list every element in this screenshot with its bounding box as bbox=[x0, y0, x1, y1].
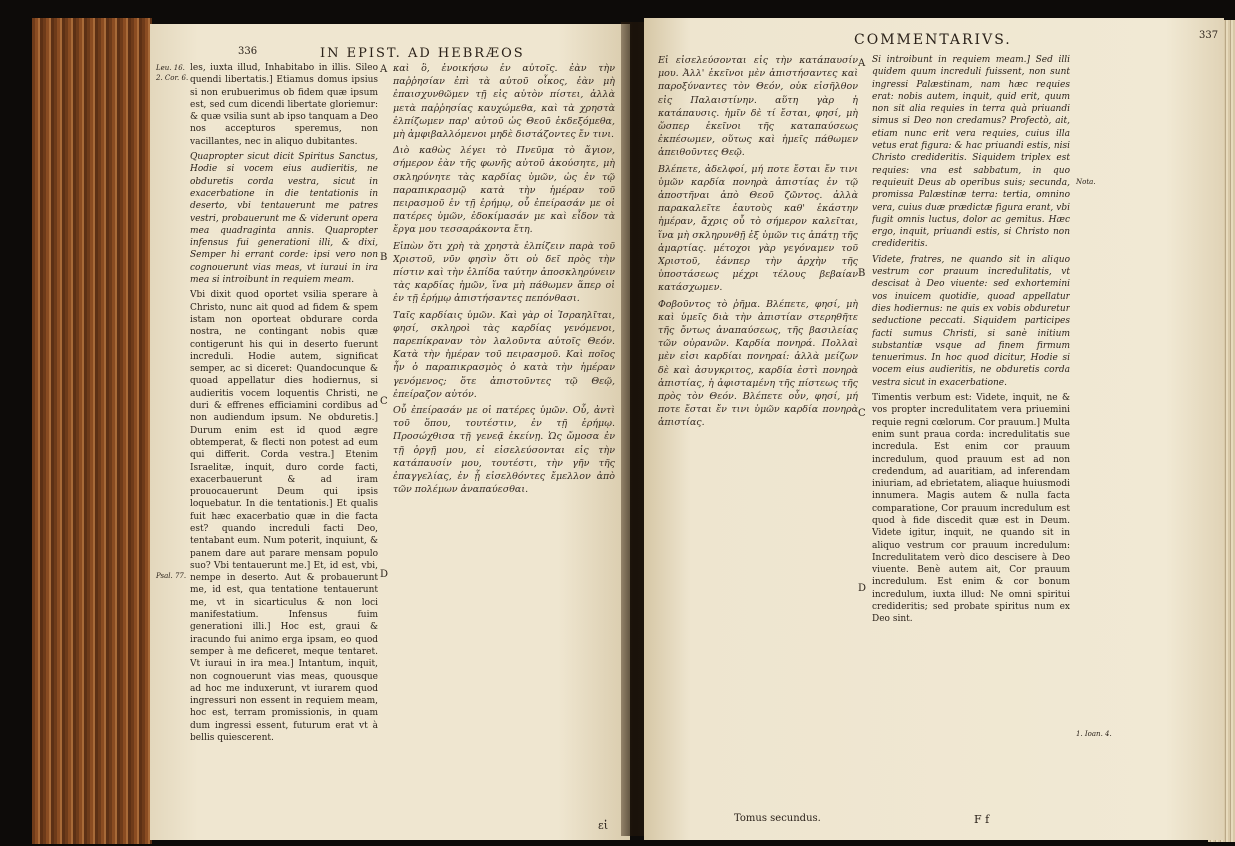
left-page-number: 336 bbox=[238, 46, 258, 57]
side-letter: C bbox=[380, 396, 388, 407]
side-letter: D bbox=[858, 583, 867, 594]
greek-paragraph: Βλέπετε, ἀδελφοί, μή ποτε ἔσται ἔν τινι ὑμῶν καρδία πονηρὰ ἀπιστίας ἐν τῷ ἀποστῆναι ἀπὸ Θεοῦ ζῶντος. ἀλλὰ παρακαλεῖτε ἑαυτοὺς καθ' ἑκάστην ἡμέραν, ἄχρις οὗ τὸ σήμερον καλεῖται, ἵνα μὴ σκληρυνθῇ ἐξ ὑμῶν τις ἀπάτῃ τῆς ἁμαρτίας. μέτοχοι γὰρ γεγόναμεν τοῦ Χριστοῦ, ἐάνπερ τὴν ἀρχὴν τῆς ὑποστάσεως μέχρι τέλους βεβαίαν κατάσχωμεν. bbox=[658, 163, 858, 294]
margin-note: Psal. 77. bbox=[156, 572, 187, 580]
latin-column bbox=[872, 54, 1070, 824]
greek-paragraph: Εἰ εἰσελεύσονται εἰς τὴν κατάπαυσίν μου. Ἀλλ' ἐκεῖνοι μὲν ἀπιστήσαντες καὶ παροξύναντες τὸν Θεόν, οὐκ εἰσῆλθον εἰς Παλαιστίνην. αὕτη γὰρ ἡ κατάπαυσις. ἡμῖν δὲ τί ἔσται, φησί, μὴ ὥσπερ ἐκεῖνοι τῆς καταπαύσεως ἐκπέσωμεν, οὕτως καὶ ἡμεῖς πάθωμεν ἀπειθοῦντες Θεῷ. bbox=[658, 55, 858, 159]
left-page bbox=[150, 24, 630, 840]
latin-paragraph: Si introibunt in requiem meam.] Sed illi quidem quum increduli fuissent, non sunt ingressi Palæstinam, nam hæc requies erat: nobis autem, inquit, quid erit, quum non sit alia requies in terra quà priuandi simus si Deo non credamus? Profectò, ait, etiam nunc erit vera requies, cuius illa vetus erat figura: & hac priuandi estis, nisi Christo credideritis. Siquidem triplex est requies: vna est sabbatum, in quo requieuit Deus ab operibus suis; secunda, promissa Palæstinæ terra: tertia, omnino vera, cuius duæ prædictæ figura erant, vbi fugit omnis luctus, dolor ac gemitus. Hæc ergo, inquit, priuandi estis, si Christo non credideritis. bbox=[872, 55, 1070, 250]
side-letter: C bbox=[858, 408, 866, 419]
side-letter: A bbox=[858, 58, 866, 69]
catchword: εἰ bbox=[598, 819, 609, 832]
side-letter: A bbox=[380, 64, 388, 75]
tome-line: Tomus secundus. bbox=[734, 813, 821, 824]
greek-paragraph: καὶ ὃ, ἐνοικήσω ἐν αὐτοῖς. ἐὰν τὴν παῤῥησίαν ἐπὶ τὰ αὐτοῦ οἶκος, ἐὰν μὴ ἐπαισχυνθῶμεν τῇ εἰς αὐτὸν πίστει, ἀλλὰ μετὰ παῤῥησίας καυχώμεθα, καὶ τὰ χρηστὰ ἐλπίζωμεν παρ' αὐτοῦ ὡς Θεοῦ ἐκδεξόμεθα, μὴ ἀμφιβαλλόμενοι μηδὲ διστάζοντες ἔν τινι. bbox=[393, 63, 615, 141]
margin-note: 1. Ioan. 4. bbox=[1076, 730, 1112, 738]
greek-paragraph: Εἰπὼν ὅτι χρὴ τὰ χρηστὰ ἐλπίζειν παρὰ τοῦ Χριστοῦ, νῦν φησὶν ὅτι οὐ δεῖ πρὸς τὴν πίστιν καὶ τὴν ἐλπίδα ταύτην ἀποσκληρύνειν τὰς καρδίας ἡμῶν, ἵνα μὴ πάθωμεν ἅπερ οἱ ἐν τῇ ἐρήμῳ ἀπιστήσαντες πεπόνθασι. bbox=[393, 240, 615, 305]
latin-paragraph: Videte, fratres, ne quando sit in aliquo vestrum cor prauum incredulitatis, vt descisat à Deo viuente: sed exhortemini vos inuicem quotidie, quoad appellatur dies hodiernus: ne quis ex vobis obduretur seductione peccati. Siquidem participes facti sumus Christi, si sanè initium substantiæ vsque ad finem firmum tenuerimus. In hoc quod dicitur, Hodie si vocem eius audieritis, ne obduretis corda vestra sicut in exacerbatione. bbox=[872, 254, 1070, 388]
greek-column bbox=[658, 54, 858, 799]
greek-paragraph: Ταῖς καρδίαις ὑμῶν. Καὶ γὰρ οἱ Ἰσραηλῖται, φησί, σκληροὶ τὰς καρδίας γενόμενοι, παρεπίκραναν τὸν λαλοῦντα αὐτοῖς Θεόν. Κατὰ τὴν ἡμέραν τοῦ πειρασμοῦ. Καὶ ποῖος ἦν ὁ παραπικρασμὸς ὁ κατὰ τὴν ἡμέραν γενόμενος; ὅτε ἀπιστοῦντες τῷ Θεῷ, ἐπείραζον αὐτόν. bbox=[393, 309, 615, 400]
right-running-header: COMMENTARIVS. bbox=[854, 32, 1012, 48]
latin-paragraph: les, iuxta illud, Inhabitabo in illis. Sileo quendi libertatis.] Etiamus domus ipsius si non erubuerimus ob fidem quæ ipsum est, sed cum dicendi libertate gloriemur: & quæ vsilia sunt ab ipso tanquam a Deo nos accepturos speremus, non vacillantes, nec in aliquo dubitantes. bbox=[190, 63, 378, 147]
greek-paragraph: Διὸ καθὼς λέγει τὸ Πνεῦμα τὸ ἅγιον, σήμερον ἐὰν τῆς φωνῆς αὐτοῦ ἀκούσητε, μὴ σκληρύνητε τὰς καρδίας ὑμῶν, ὡς ἐν τῷ παραπικρασμῷ κατὰ τὴν ἡμέραν τοῦ πειρασμοῦ ἐν τῇ ἐρήμῳ, οὗ ἐπείρασάν με οἱ πατέρες ὑμῶν, ἐδοκίμασάν με καὶ εἶδον τὰ ἔργα μου τεσσαράκοντα ἔτη. bbox=[393, 145, 615, 236]
side-letter: D bbox=[380, 569, 389, 580]
side-letter: B bbox=[858, 268, 866, 279]
book-cover-edge bbox=[32, 18, 152, 844]
margin-note: 2. Cor. 6. bbox=[156, 74, 189, 82]
latin-paragraph: Quapropter sicut dicit Spiritus Sanctus, Hodie si vocem eius audieritis, ne obduretis corda vestra, sicut in exacerbatione in die tentationis in deserto, vbi tentauerunt me patres vestri, probauerunt me & viderunt opera mea quadraginta annis. Quapropter infensus fui generationi illi, & dixi, Semper hi errant corde: ipsi vero non cognouerunt vias meas, vt iuraui in ira mea si introibunt in requiem meam. bbox=[190, 152, 378, 286]
latin-paragraph: Timentis verbum est: Videte, inquit, ne & vos propter incredulitatem vera priuemini requie regni cœlorum. Cor prauum.] Multa enim sunt praua corda: incredulitatis sue incredula. Est enim cor prauum incredulum, quod prauum est ad non credendum, ad auaritiam, ad inferendam iniuriam, ad ebrietatem, aliaque huiusmodi innumera. Magis autem & nulla facta comparatione, Cor prauum incredulum est quod à fide discedit quæ est in Deum. Videte igitur, inquit, ne quando sit in aliquo vestrum cor prauum incredulum: Incredulitatem verò dico descisere à Deo viuente. Benè autem ait, Cor prauum incredulum. Est enim & cor bonum incredulum, iuxta illud: Ne omni spiritui credideritis; sed probate spiritus num ex Deo sint. bbox=[872, 393, 1070, 625]
margin-note: Leu. 16. bbox=[156, 64, 185, 72]
greek-paragraph: Οὗ ἐπείρασάν με οἱ πατέρες ὑμῶν. Οὗ, ἀντὶ τοῦ ὅπου, τουτέστιν, ἐν τῇ ἐρήμῳ. Προσώχθισα τῇ γενεᾷ ἐκείνῃ. Ὡς ὤμοσα ἐν τῇ ὀργῇ μου, εἰ εἰσελεύσονται εἰς τὴν κατάπαυσίν μου, τουτέστι, τὴν γῆν τῆς ἐπαγγελίας, ἐν ᾗ εἰσελθόντες ἔμελλον ἀπὸ τῶν πολέμων ἀναπαύεσθαι. bbox=[393, 405, 615, 496]
right-page bbox=[644, 18, 1224, 840]
signature-mark: F f bbox=[974, 813, 990, 826]
margin-note: Nota. bbox=[1076, 178, 1096, 186]
latin-paragraph: Vbi dixit quod oportet vsilia sperare à Christo, nunc ait quod ad fidem & spem istam non oporteat obdurare corda nostra, ne contingant nobis quæ contigerunt his qui in deserto fuerunt increduli. Hodie autem, significat semper, ac si diceret: Quandocunque & quoad appellatur dies hodiernus, si audieritis vocem loquentis Christi, ne duri & effrenes efficiamini cordibus ad non audiendum ipsum. Ne obduretis.] Durum enim est id quod ægre obtemperat, & flecti non potest ad eum qui differit. Corda vestra.] Etenim Israelitæ, inquit, duro corde facti, exacerbauerunt & ad iram prouocauerunt Deum qui ipsis loquebatur. In die tentationis.] Et qualis fuit hæc exacerbatio quæ in die facta est? quando increduli facti Deo, tentabant eum. Num poterit, inquiunt, & panem dare aut parare mensam populo suo? Vbi tentauerunt me.] Et, id est, vbi, nempe in deserto. Aut & probauerunt me, id est, qua tentatione tentauerunt me, vt in sicarticulus & non loci manifestatium. Infensus fuim generationi illi.] Hoc est, graui & iracundo fui animo erga ipsam, eo quod semper à me deficeret, meque tentaret. Vt iuraui in ira mea.] Intantum, inquit, non cognouerunt vias meas, quousque ad hoc me induxerunt, vt iurarem quod ingressuri non essent in requiem meam, hoc est, terram promissionis, in quam dum ingressi essent, futurum erat vt à bellis quiescerent. bbox=[190, 290, 378, 744]
left-running-header: IN EPIST. AD HEBRÆOS bbox=[320, 46, 525, 61]
open-book bbox=[18, 8, 1230, 842]
right-page-number: 337 bbox=[1199, 30, 1219, 41]
greek-paragraph: Φοβοῦντος τὸ ῥῆμα. Βλέπετε, φησί, μὴ καὶ ὑμεῖς διὰ τὴν ἀπιστίαν στερηθῆτε τῆς ὄντως ἀναπαύσεως, τῆς βασιλείας τῶν οὐρανῶν. Καρδία πονηρά. Πολλαὶ μὲν εἰσι καρδίαι πονηραί: ἀλλὰ μείζων δὲ καὶ ἀσυγκριτος, καρδία ἐστὶ πονηρὰ ἀπιστίας, ἡ ἀφισταμένη τῆς πίστεως τῆς πρὸς τὸν Θεόν. Βλέπετε οὖν, φησί, μή ποτε ἔσται ἔν τινι ὑμῶν καρδία πονηρὰ ἀπιστίας. bbox=[658, 298, 858, 429]
latin-column bbox=[190, 62, 378, 832]
greek-column bbox=[393, 62, 615, 817]
side-letter: B bbox=[380, 252, 388, 263]
